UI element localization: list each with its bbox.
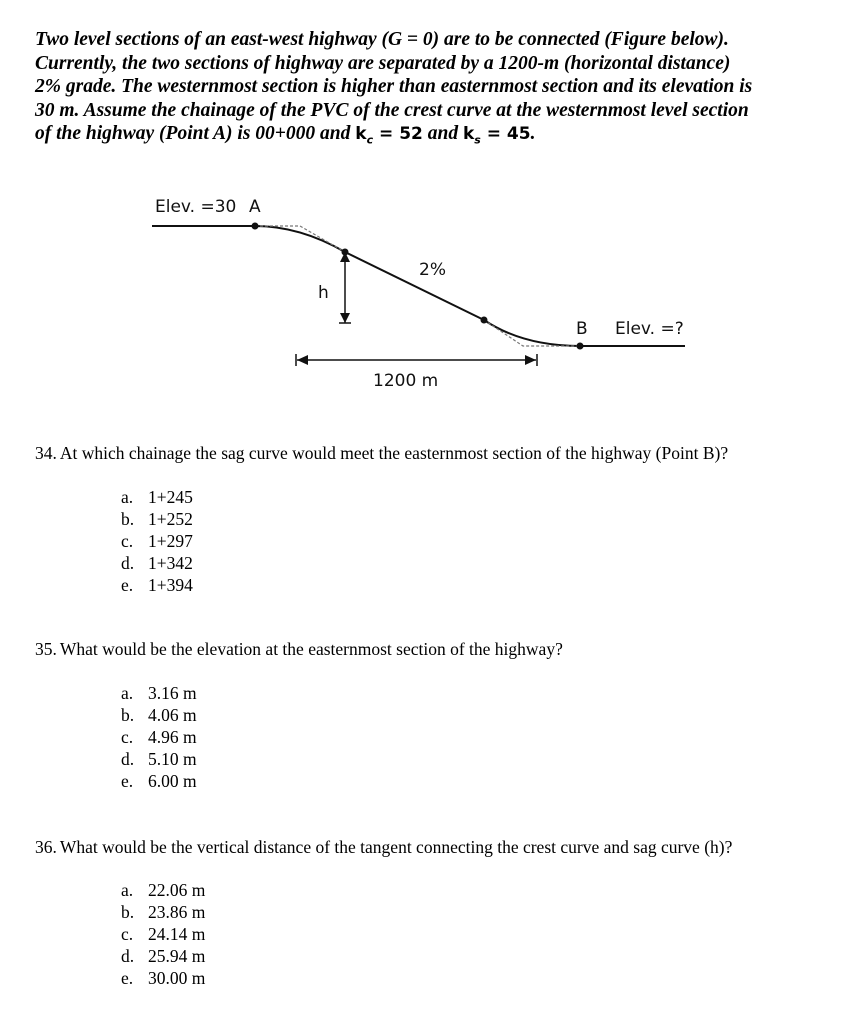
question-35 (35, 639, 563, 660)
option-c[interactable]: c. 1+297 (121, 531, 193, 551)
point-a-dot (252, 223, 259, 230)
sag-pvc-dot (481, 317, 488, 324)
question-number: 36. (35, 837, 57, 857)
intro-line-5: of the highway (Point A) is 00+000 and $k_c = 52$ and $k_s = 45$. (35, 123, 536, 147)
question-35-options (121, 682, 197, 792)
distance-arrow-left (297, 355, 308, 365)
option-d[interactable]: d. 1+342 (121, 553, 193, 573)
intro-line-1: Two level sections of an east-west highway (G = 0) are to be connected (Figure below). (35, 29, 729, 50)
option-b[interactable]: b. 1+252 (121, 509, 193, 529)
distance-arrow-right (525, 355, 536, 365)
option-c[interactable]: c. 4.96 m (121, 727, 197, 747)
point-b-label: B (576, 319, 588, 339)
grade-label: 2% (419, 260, 446, 280)
h-label: h (318, 283, 329, 303)
question-34 (35, 443, 728, 464)
elev-b-label: Elev. =? (615, 319, 684, 339)
intro-line-4: 30 m. Assume the chainage of the PVC of the crest curve at the westernmost level section (35, 99, 749, 121)
sag-curve (484, 320, 580, 346)
option-e[interactable]: e. 6.00 m (121, 771, 197, 791)
question-34-options (121, 486, 193, 596)
crest-tangent-dashed (255, 226, 345, 252)
question-number: 34. (35, 443, 57, 463)
option-e[interactable]: e. 1+394 (121, 575, 193, 595)
option-d[interactable]: d. 5.10 m (121, 749, 197, 769)
intro-line-3: 2% grade. The westernmost section is higher than easternmost section and its elevation is (35, 76, 753, 97)
point-b-dot (577, 343, 584, 350)
option-a[interactable]: a. 22.06 m (121, 880, 206, 900)
ks-symbol: $k_s = 45$ (462, 124, 531, 147)
distance-label: 1200 m (373, 371, 439, 391)
grade-tangent (345, 252, 484, 320)
question-number: 35. (35, 639, 57, 659)
question-36-options (121, 879, 205, 989)
question-text: At which chainage the sag curve would meet the easternmost section of the highway (Point B)? (59, 443, 729, 463)
elev-a-label: Elev. =30 (155, 197, 237, 217)
intro-line-2: Currently, the two sections of highway are separated by a 1200-m (horizontal distance) (35, 52, 731, 74)
question-text: What would be the vertical distance of the tangent connecting the crest curve and sag curve (h)? (59, 837, 733, 857)
question-36 (35, 837, 732, 858)
option-d[interactable]: d. 25.94 m (121, 946, 206, 966)
h-arrow-down (340, 313, 350, 323)
option-a[interactable]: a. 3.16 m (121, 683, 197, 703)
problem-statement (35, 28, 835, 152)
intro-line-5-text: of the highway (Point A) is 00+000 and (35, 123, 356, 144)
point-a-label: A (249, 197, 261, 217)
option-b[interactable]: b. 4.06 m (121, 705, 197, 725)
option-e[interactable]: e. 30.00 m (121, 968, 206, 988)
crest-curve (255, 226, 345, 252)
highway-profile-figure (0, 180, 864, 410)
sag-tangent-dashed (484, 320, 580, 346)
option-a[interactable]: a. 1+245 (121, 487, 193, 507)
and-text: and (422, 123, 463, 144)
option-b[interactable]: b. 23.86 m (121, 902, 206, 922)
kc-symbol: $k_c = 52$ (355, 124, 423, 147)
question-text: What would be the elevation at the easternmost section of the highway? (59, 639, 563, 659)
option-c[interactable]: c. 24.14 m (121, 924, 206, 944)
